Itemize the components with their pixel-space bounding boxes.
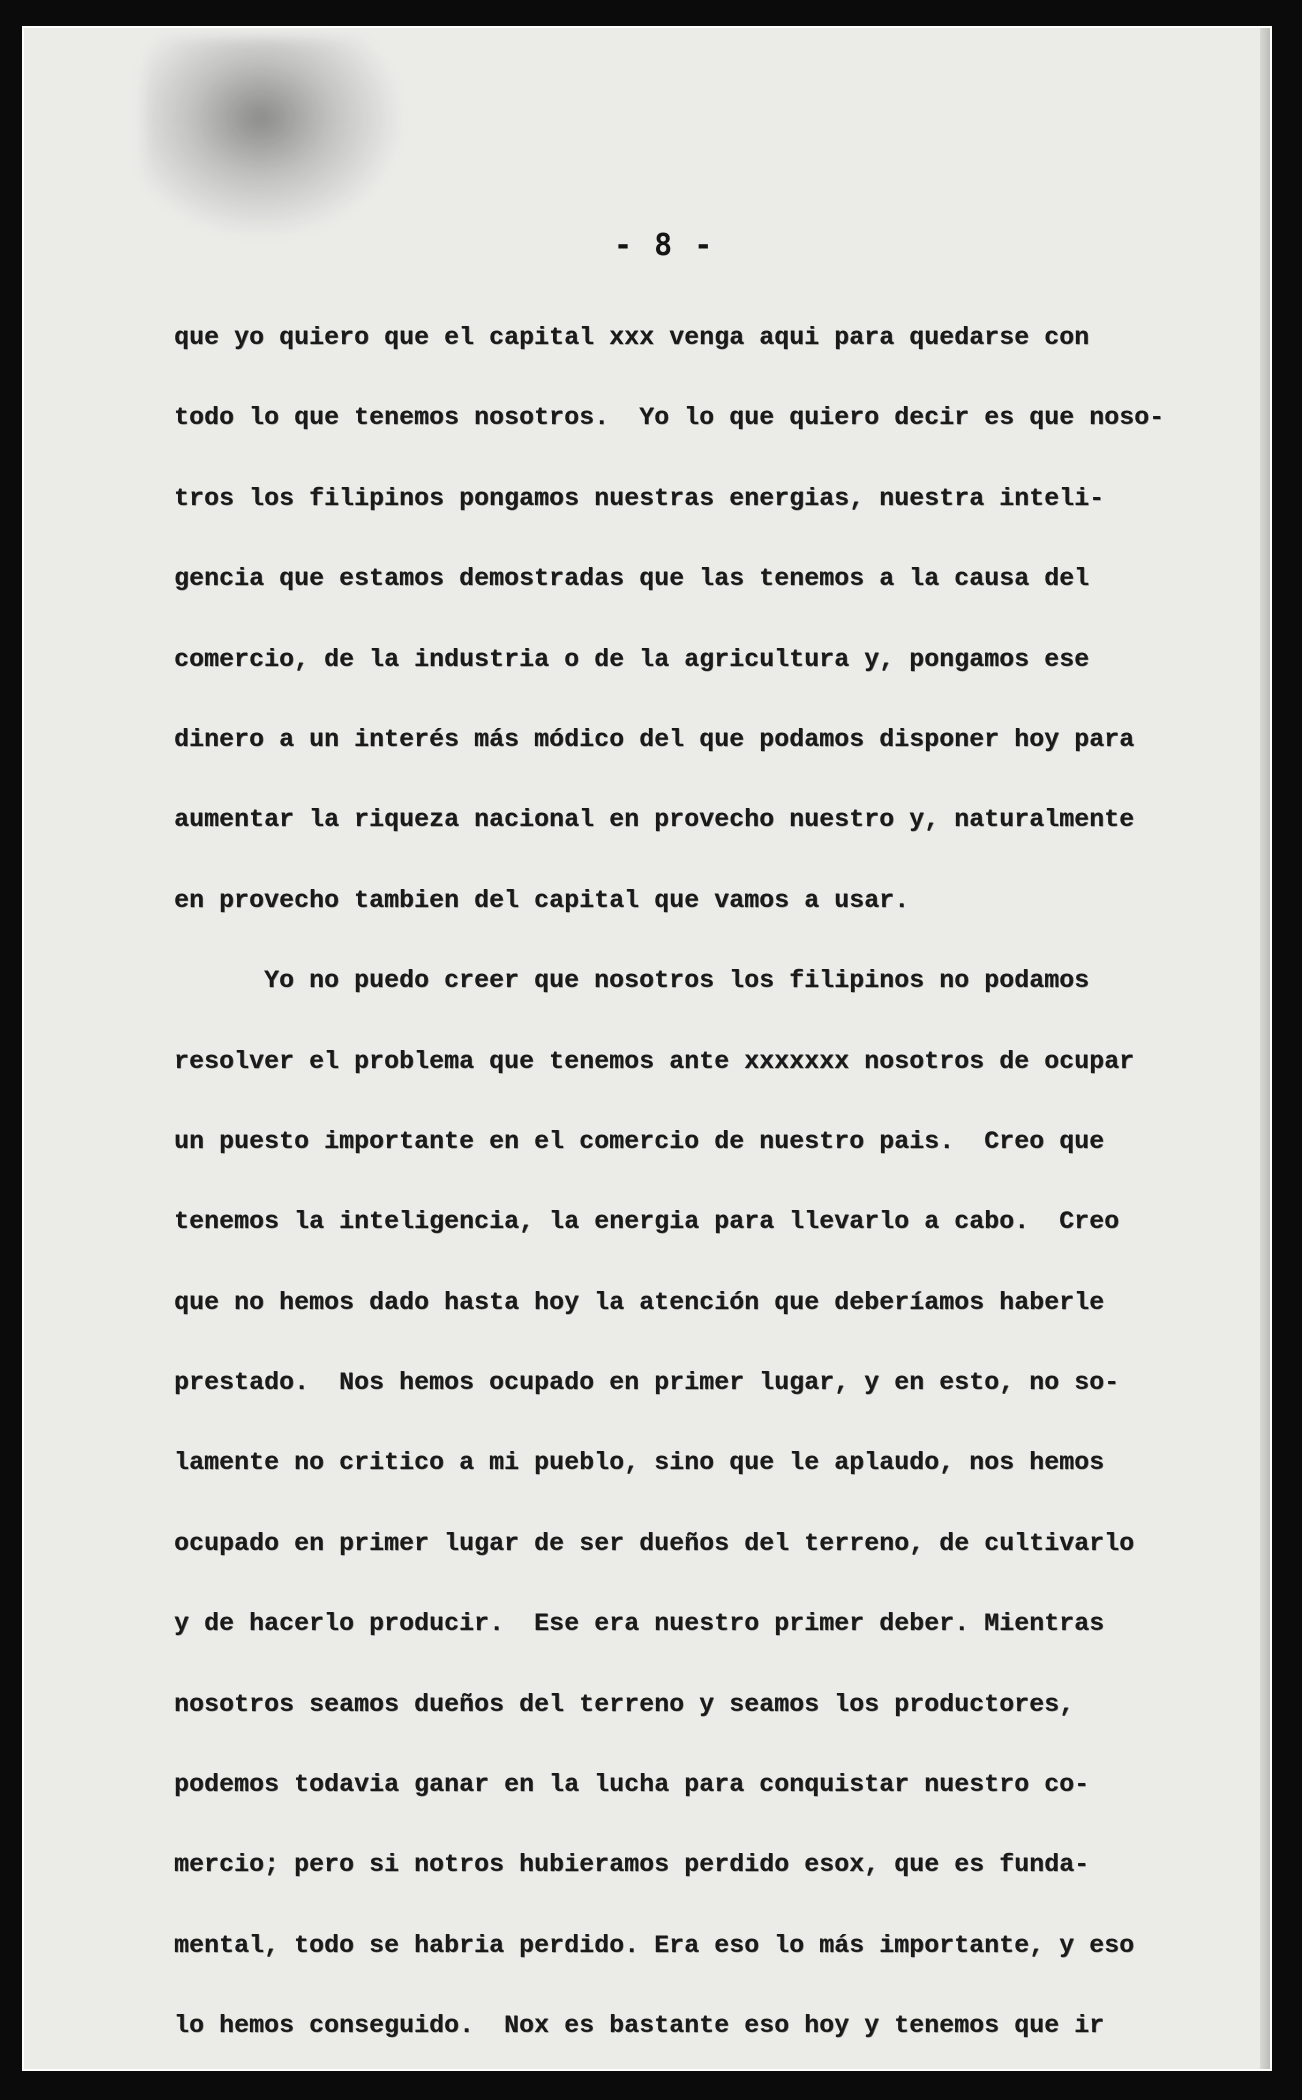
text-line: y de hacerlo producir. Ese era nuestro primer deber. Mientras bbox=[174, 1609, 1105, 1639]
paragraph-start-line: Yo no puedo creer que nosotros los filipinos no podamos bbox=[264, 966, 1090, 996]
text-line: que no hemos dado hasta hoy la atención que deberíamos haberle bbox=[174, 1287, 1105, 1317]
ink-smudge bbox=[144, 38, 404, 238]
text-line: que yo quiero que el capital xxx venga aqui para quedarse con bbox=[174, 323, 1090, 352]
text-line: prestado. Nos hemos ocupado en primer lugar, y en esto, no so- bbox=[174, 1368, 1120, 1398]
text-line: ocupado en primer lugar de ser dueños del terreno, de cultivarlo bbox=[174, 1528, 1135, 1558]
text-line: podemos todavia ganar en la lucha para conquistar nuestro co- bbox=[174, 1770, 1090, 1800]
text-line: dinero a un interés más módico del que podamos disponer hoy para bbox=[174, 724, 1135, 754]
text-line: lamente no critico a mi pueblo, sino que le aplaudo, nos hemos bbox=[174, 1448, 1105, 1478]
page-number: - 8 - bbox=[614, 228, 715, 263]
text-line: mental, todo se habria perdido. Era eso lo más importante, y eso bbox=[174, 1930, 1135, 1960]
text-line: tros los filipinos pongamos nuestras energias, nuestra inteli- bbox=[174, 483, 1105, 513]
page-edge bbox=[1260, 28, 1270, 2069]
text-line: todo lo que tenemos nosotros. Yo lo que quiero decir es que noso- bbox=[174, 403, 1165, 433]
typed-body-text bbox=[174, 298, 1254, 2067]
text-line: tenemos la inteligencia, la energia para llevarlo a cabo. Creo bbox=[174, 1207, 1120, 1237]
text-line: gencia que estamos demostradas que las tenemos a la causa del bbox=[174, 564, 1090, 594]
text-line: nosotros seamos dueños del terreno y seamos los productores, bbox=[174, 1689, 1075, 1719]
text-line: comercio, de la industria o de la agricultura y, pongamos ese bbox=[174, 644, 1090, 674]
text-line: un puesto importante en el comercio de nuestro pais. Creo que bbox=[174, 1126, 1105, 1156]
text-line: resolver el problema que tenemos ante xxxxxxx nosotros de ocupar bbox=[174, 1046, 1135, 1076]
document-page bbox=[22, 26, 1272, 2071]
text-line: lo hemos conseguido. Nox es bastante eso hoy y tenemos que ir bbox=[174, 2011, 1105, 2041]
text-line: en provecho tambien del capital que vamos a usar. bbox=[174, 885, 910, 915]
text-line: mercio; pero si notros hubieramos perdido esox, que es funda- bbox=[174, 1850, 1090, 1880]
text-line: aumentar la riqueza nacional en provecho nuestro y, naturalmente bbox=[174, 805, 1135, 835]
